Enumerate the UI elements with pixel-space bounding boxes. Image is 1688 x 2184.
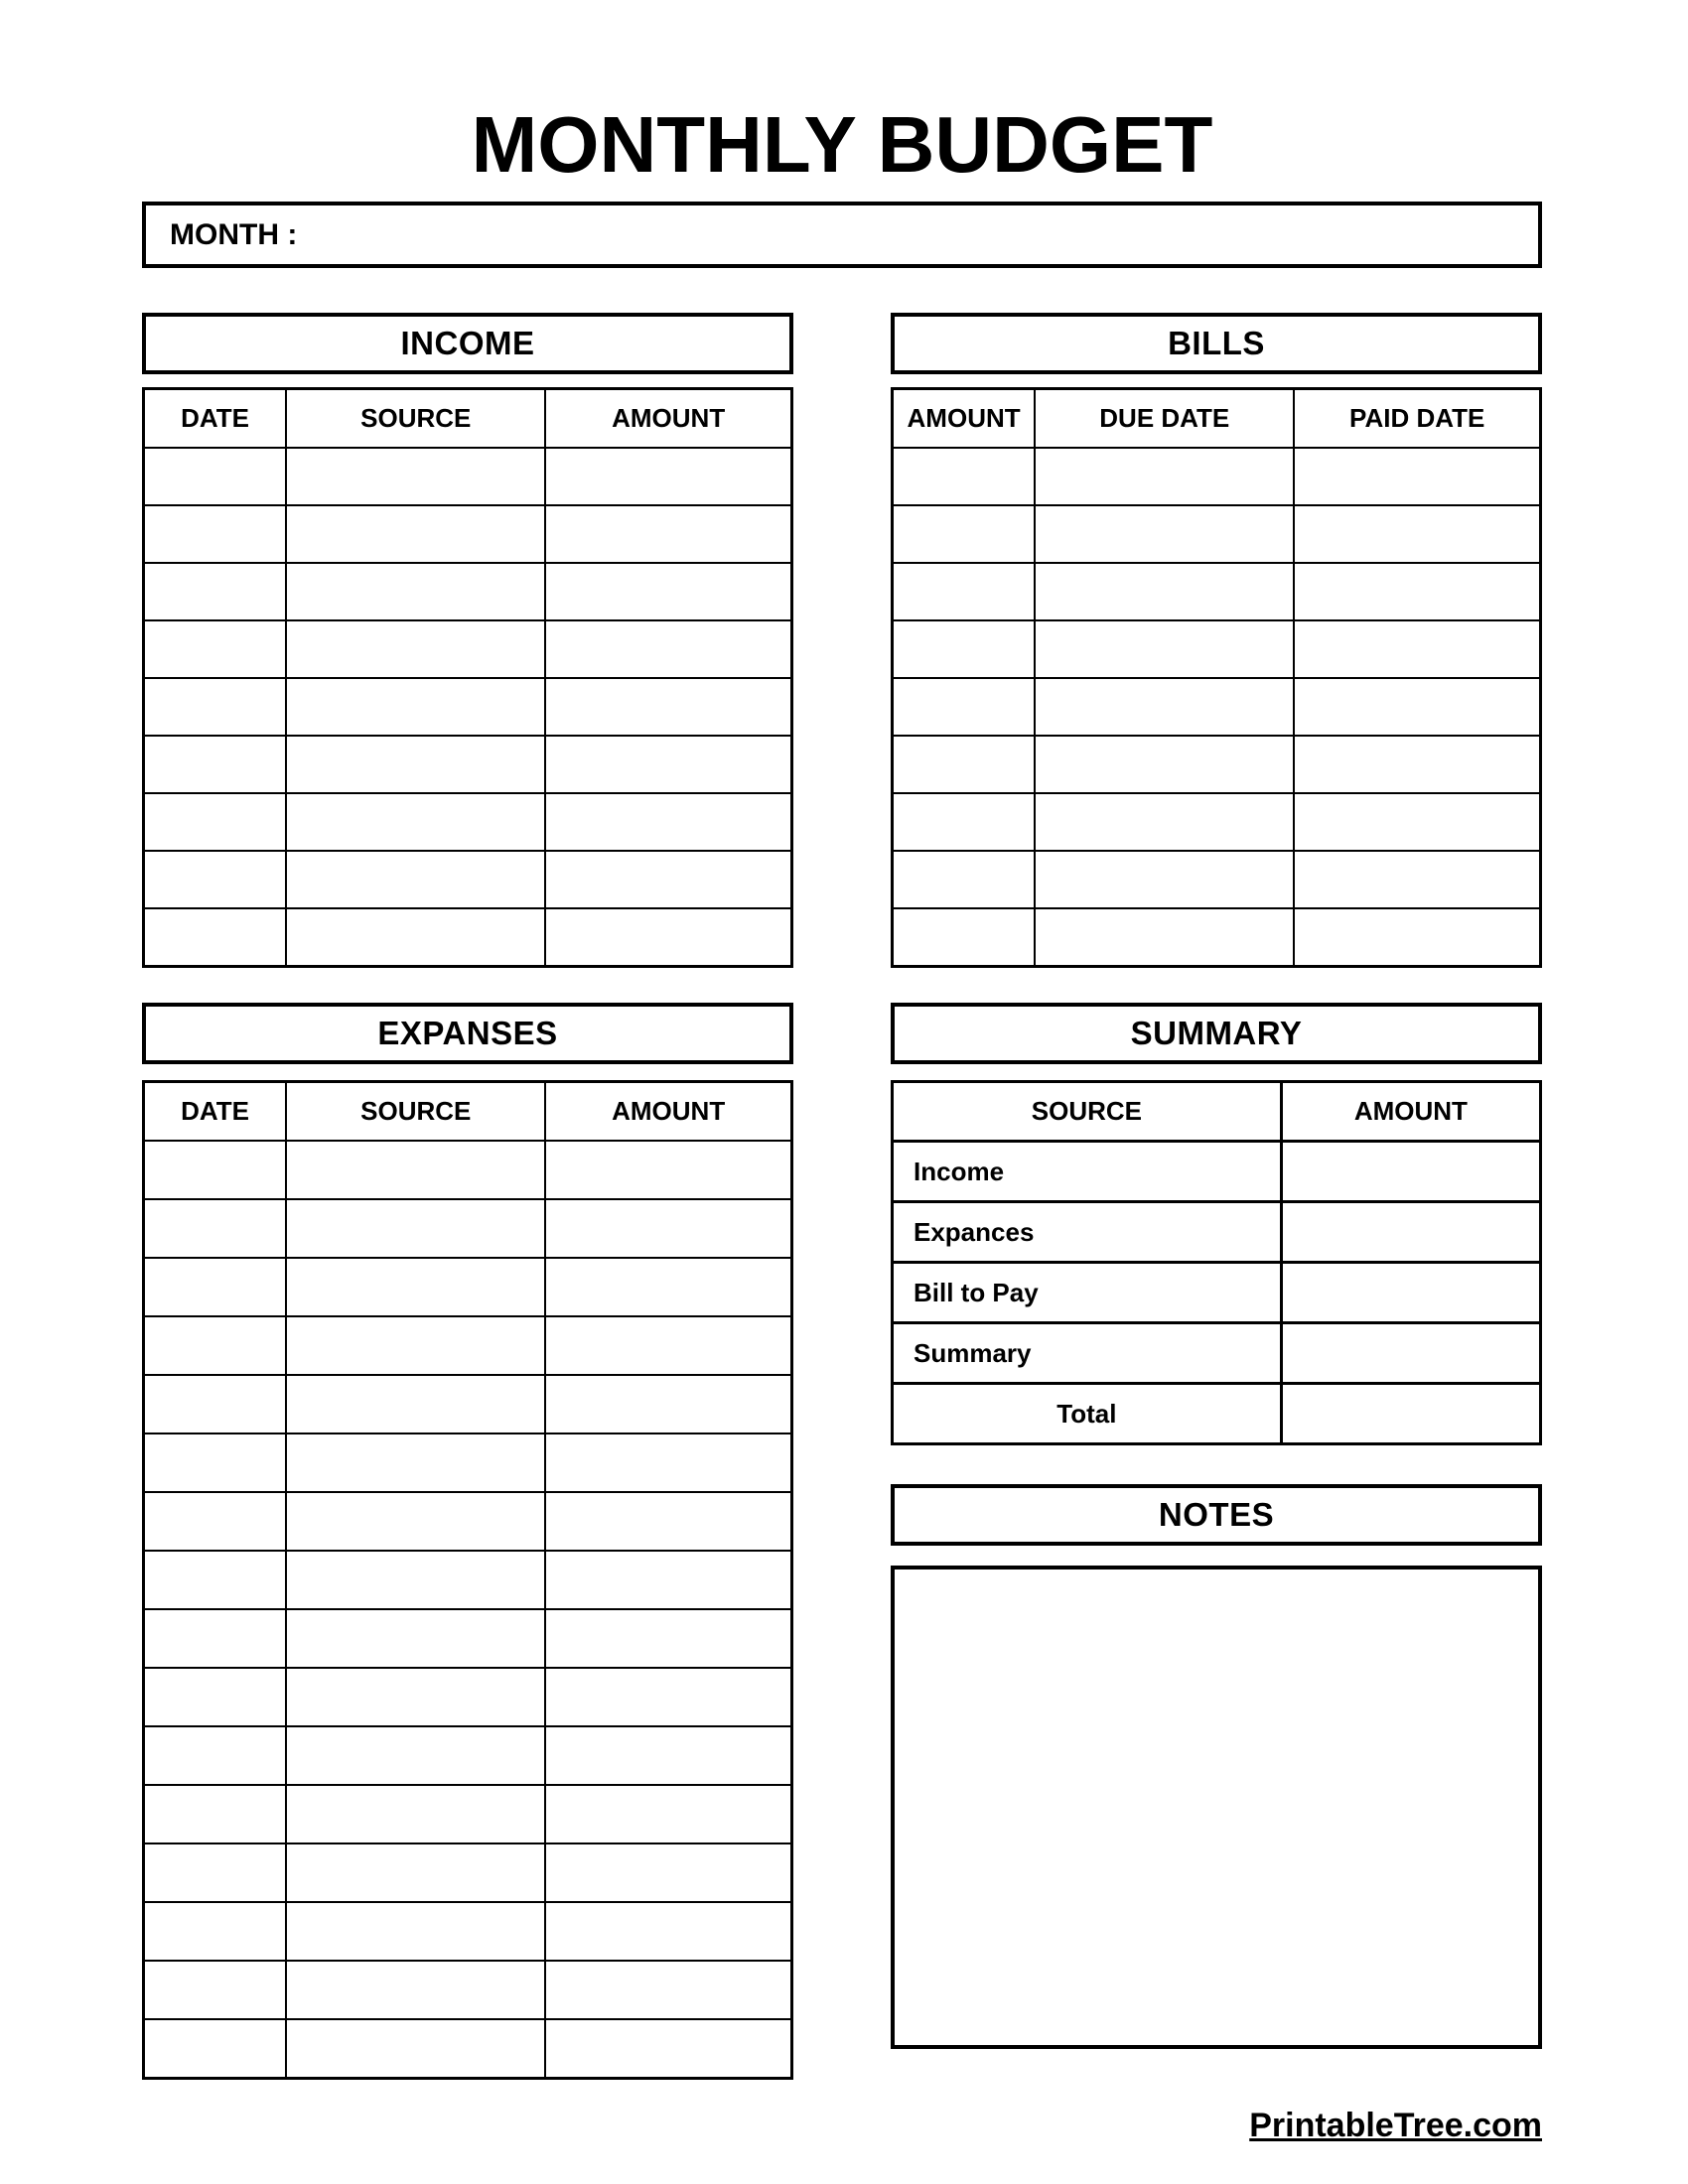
empty-cell: [1294, 736, 1540, 793]
summary-label-income: Income: [893, 1142, 1282, 1202]
empty-cell: [893, 793, 1036, 851]
month-value-area: [297, 205, 1538, 264]
empty-row: [893, 908, 1541, 967]
income-title: INCOME: [400, 325, 535, 361]
empty-cell: [545, 1902, 791, 1961]
empty-cell: [144, 1726, 287, 1785]
empty-row: [144, 1609, 792, 1668]
empty-cell: [893, 563, 1036, 620]
empty-cell: [286, 620, 545, 678]
empty-cell: [286, 851, 545, 908]
empty-cell: [144, 448, 287, 505]
empty-row: [144, 1258, 792, 1316]
income-table: [142, 387, 793, 968]
empty-row: [893, 620, 1541, 678]
empty-cell: [1294, 620, 1540, 678]
empty-cell: [1035, 851, 1294, 908]
empty-cell: [545, 1609, 791, 1668]
empty-cell: [286, 1141, 545, 1199]
empty-cell: [545, 1551, 791, 1609]
income-section-header: [142, 313, 793, 374]
summary-value-total: [1281, 1384, 1540, 1444]
bills-header-row: [893, 389, 1541, 449]
summary-table: [891, 1080, 1542, 1445]
empty-cell: [286, 1551, 545, 1609]
summary-value-bill-to-pay: [1281, 1263, 1540, 1323]
expanses-section-header: [142, 1003, 793, 1064]
page-title: MONTHLY BUDGET: [471, 100, 1213, 189]
summary-row-summary: [893, 1323, 1541, 1384]
empty-cell: [1294, 793, 1540, 851]
empty-row: [144, 448, 792, 505]
income-col-date: DATE: [144, 389, 287, 449]
expanses-col-amount: AMOUNT: [545, 1082, 791, 1142]
summary-label-summary: Summary: [893, 1323, 1282, 1384]
empty-cell: [1294, 908, 1540, 967]
empty-cell: [144, 793, 287, 851]
income-header-row: [144, 389, 792, 449]
expanses-table: [142, 1080, 793, 2080]
empty-cell: [545, 1375, 791, 1433]
empty-cell: [545, 1726, 791, 1785]
empty-cell: [286, 1316, 545, 1375]
empty-cell: [144, 1433, 287, 1492]
empty-cell: [893, 851, 1036, 908]
empty-row: [144, 1785, 792, 1843]
empty-cell: [286, 793, 545, 851]
empty-row: [893, 851, 1541, 908]
empty-cell: [545, 851, 791, 908]
empty-cell: [545, 563, 791, 620]
empty-cell: [144, 1199, 287, 1258]
empty-row: [144, 1433, 792, 1492]
empty-cell: [286, 1843, 545, 1902]
empty-cell: [144, 1375, 287, 1433]
empty-row: [144, 1141, 792, 1199]
empty-cell: [144, 620, 287, 678]
empty-cell: [286, 448, 545, 505]
empty-row: [144, 563, 792, 620]
empty-cell: [144, 1785, 287, 1843]
empty-cell: [286, 2019, 545, 2079]
empty-cell: [144, 1551, 287, 1609]
empty-cell: [286, 908, 545, 967]
summary-label-total: Total: [893, 1384, 1282, 1444]
empty-cell: [893, 448, 1036, 505]
empty-cell: [1294, 851, 1540, 908]
empty-row: [893, 563, 1541, 620]
summary-section-header: [891, 1003, 1542, 1064]
empty-cell: [545, 678, 791, 736]
empty-row: [144, 793, 792, 851]
empty-row: [144, 908, 792, 967]
empty-cell: [545, 1492, 791, 1551]
bills-col-paid-date: PAID DATE: [1294, 389, 1540, 449]
empty-cell: [545, 908, 791, 967]
empty-cell: [1035, 563, 1294, 620]
empty-row: [144, 1843, 792, 1902]
empty-cell: [545, 1668, 791, 1726]
summary-col-amount: AMOUNT: [1281, 1082, 1540, 1142]
empty-cell: [545, 1785, 791, 1843]
empty-row: [144, 1316, 792, 1375]
empty-cell: [286, 1726, 545, 1785]
empty-cell: [144, 1316, 287, 1375]
empty-cell: [545, 505, 791, 563]
empty-cell: [144, 851, 287, 908]
empty-cell: [144, 505, 287, 563]
empty-row: [144, 1199, 792, 1258]
empty-cell: [286, 1433, 545, 1492]
empty-row: [144, 1492, 792, 1551]
empty-cell: [286, 1785, 545, 1843]
empty-row: [144, 678, 792, 736]
empty-cell: [286, 736, 545, 793]
empty-cell: [1294, 505, 1540, 563]
summary-row-total: [893, 1384, 1541, 1444]
empty-cell: [144, 1609, 287, 1668]
empty-row: [144, 2019, 792, 2079]
empty-cell: [1035, 448, 1294, 505]
empty-cell: [286, 1375, 545, 1433]
empty-cell: [286, 505, 545, 563]
empty-cell: [545, 1961, 791, 2019]
empty-cell: [545, 620, 791, 678]
empty-cell: [286, 563, 545, 620]
empty-cell: [545, 1141, 791, 1199]
empty-cell: [286, 1668, 545, 1726]
empty-row: [144, 1961, 792, 2019]
empty-row: [144, 1726, 792, 1785]
month-field: [142, 202, 1542, 268]
empty-cell: [545, 1316, 791, 1375]
empty-cell: [893, 736, 1036, 793]
empty-cell: [1035, 736, 1294, 793]
empty-cell: [545, 1199, 791, 1258]
notes-title: NOTES: [1158, 1496, 1275, 1533]
empty-cell: [545, 2019, 791, 2079]
notes-area: [891, 1566, 1542, 2049]
notes-section-header: [891, 1484, 1542, 1546]
empty-cell: [1035, 678, 1294, 736]
empty-cell: [545, 736, 791, 793]
expanses-col-date: DATE: [144, 1082, 287, 1142]
empty-row: [144, 1902, 792, 1961]
empty-cell: [545, 793, 791, 851]
empty-row: [144, 620, 792, 678]
empty-cell: [144, 1141, 287, 1199]
income-col-amount: AMOUNT: [545, 389, 791, 449]
empty-row: [893, 505, 1541, 563]
empty-cell: [144, 2019, 287, 2079]
empty-row: [893, 448, 1541, 505]
bills-title: BILLS: [1168, 325, 1265, 361]
empty-cell: [144, 736, 287, 793]
empty-row: [144, 1551, 792, 1609]
summary-row-expances: [893, 1202, 1541, 1263]
empty-cell: [1294, 678, 1540, 736]
bills-table: [891, 387, 1542, 968]
empty-cell: [545, 1433, 791, 1492]
summary-value-expances: [1281, 1202, 1540, 1263]
empty-row: [144, 1375, 792, 1433]
empty-cell: [144, 1961, 287, 2019]
empty-cell: [286, 1961, 545, 2019]
empty-cell: [144, 1902, 287, 1961]
empty-cell: [1294, 448, 1540, 505]
empty-cell: [893, 678, 1036, 736]
summary-row-bill-to-pay: [893, 1263, 1541, 1323]
empty-cell: [893, 908, 1036, 967]
empty-row: [893, 736, 1541, 793]
empty-cell: [144, 563, 287, 620]
summary-header-row: [893, 1082, 1541, 1142]
expanses-title: EXPANSES: [377, 1015, 558, 1051]
month-label: MONTH :: [170, 217, 298, 251]
income-col-source: SOURCE: [286, 389, 545, 449]
empty-row: [893, 793, 1541, 851]
summary-title: SUMMARY: [1130, 1015, 1303, 1051]
empty-cell: [144, 1492, 287, 1551]
empty-cell: [545, 1258, 791, 1316]
summary-value-income: [1281, 1142, 1540, 1202]
empty-row: [144, 505, 792, 563]
empty-cell: [1035, 793, 1294, 851]
empty-cell: [286, 1199, 545, 1258]
summary-value-summary: [1281, 1323, 1540, 1384]
summary-label-bill-to-pay: Bill to Pay: [893, 1263, 1282, 1323]
bills-section-header: [891, 313, 1542, 374]
empty-cell: [1035, 505, 1294, 563]
empty-cell: [1294, 563, 1540, 620]
empty-cell: [893, 620, 1036, 678]
footer-link[interactable]: PrintableTree.com: [1249, 2107, 1542, 2144]
empty-cell: [286, 1609, 545, 1668]
empty-row: [144, 851, 792, 908]
empty-cell: [1035, 908, 1294, 967]
empty-row: [893, 678, 1541, 736]
empty-cell: [545, 1843, 791, 1902]
expanses-col-source: SOURCE: [286, 1082, 545, 1142]
empty-cell: [545, 448, 791, 505]
empty-row: [144, 736, 792, 793]
empty-cell: [144, 678, 287, 736]
empty-cell: [893, 505, 1036, 563]
bills-col-amount: AMOUNT: [893, 389, 1036, 449]
empty-row: [144, 1668, 792, 1726]
empty-cell: [1035, 620, 1294, 678]
summary-label-expances: Expances: [893, 1202, 1282, 1263]
empty-cell: [286, 1492, 545, 1551]
empty-cell: [286, 678, 545, 736]
bills-col-due-date: DUE DATE: [1035, 389, 1294, 449]
empty-cell: [286, 1258, 545, 1316]
empty-cell: [144, 1258, 287, 1316]
expanses-header-row: [144, 1082, 792, 1142]
empty-cell: [144, 1668, 287, 1726]
summary-col-source: SOURCE: [893, 1082, 1282, 1142]
empty-cell: [144, 908, 287, 967]
empty-cell: [286, 1902, 545, 1961]
empty-cell: [144, 1843, 287, 1902]
summary-row-income: [893, 1142, 1541, 1202]
